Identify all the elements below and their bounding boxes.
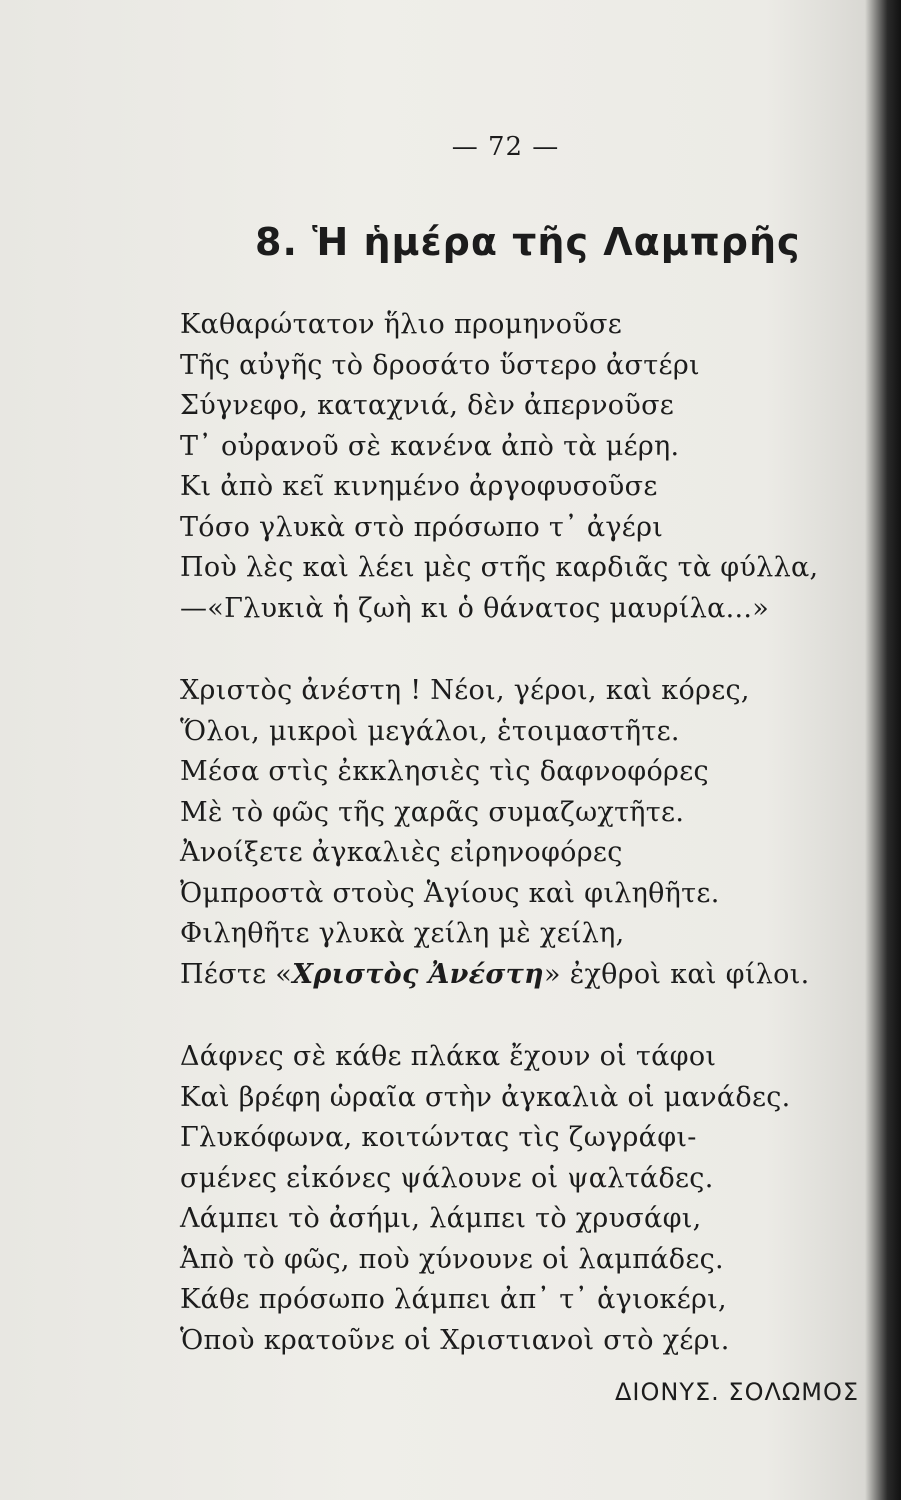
stanza-1 — [180, 305, 840, 629]
poem-line: Τόσο γλυκὰ στὸ πρόσωπο τ᾿ ἀγέρι — [180, 511, 664, 543]
poem-line-end: » ἐχθροὶ καὶ φίλοι. — [544, 958, 810, 990]
poem-line: Κάθε πρόσωπο λάμπει ἀπ᾿ τ᾿ ἁγιοκέρι, — [180, 1284, 727, 1315]
author-signature: ΔΙΟΝΥΣ. ΣΟΛΩΜΟΣ — [615, 1378, 859, 1406]
poem-title: 8. Ἡ ἡμέρα τῆς Λαμπρῆς — [255, 220, 801, 264]
poem-line: Κι ἀπὸ κεῖ κινημένο ἀργοφυσοῦσε — [180, 471, 658, 502]
poem-line: Δάφνες σὲ κάθε πλάκα ἔχουν οἱ τάφοι — [180, 1041, 717, 1072]
poem-line: Καὶ βρέφη ὡραῖα στὴν ἀγκαλιὰ οἱ μανάδες. — [180, 1081, 791, 1113]
poem-line: —«Γλυκιὰ ἡ ζωὴ κι ὁ θάνατος μαυρίλα...» — [180, 592, 770, 624]
poem-line-with-emphasis — [180, 955, 840, 996]
poem-line: Τῆς αὐγῆς τὸ δροσάτο ὕστερο ἀστέρι — [180, 349, 700, 381]
poem-line: Μὲ τὸ φῶς τῆς χαρᾶς συμαζωχτῆτε. — [180, 796, 685, 828]
poem-line: Τ᾿ οὐρανοῦ σὲ κανένα ἀπὸ τὰ μέρη. — [180, 430, 680, 462]
poem-line: Ἀνοίξετε ἀγκαλιὲς εἰρηνοφόρες — [180, 837, 623, 868]
poem-line: Γλυκόφωνα, κοιτώντας τὶς ζωγράφι- — [180, 1122, 697, 1153]
stanza-2 — [180, 671, 840, 995]
poem-line: Ὅλοι, μικροὶ μεγάλοι, ἑτοιμαστῆτε. — [180, 715, 680, 747]
poem-line: Φιληθῆτε γλυκὰ χείλη μὲ χείλη, — [180, 918, 625, 949]
emphasized-phrase: Χριστὸς Ἀνέστη — [292, 958, 544, 990]
poem-line: Καθαρώτατον ἥλιο προμηνοῦσε — [180, 309, 623, 340]
poem-line: Μέσα στὶς ἐκκλησιὲς τὶς δαφνοφόρες — [180, 756, 709, 787]
poem-line: Σύγνεφο, καταχνιά, δὲν ἀπερνοῦσε — [180, 390, 675, 421]
poem-line: Ὁποὺ κρατοῦνε οἱ Χριστιανοὶ στὸ χέρι. — [180, 1324, 730, 1356]
poem-line: Χριστὸς ἀνέστη ! Νέοι, γέροι, καὶ κόρες, — [180, 675, 750, 706]
poem-line: Λάμπει τὸ ἀσήμι, λάμπει τὸ χρυσάφι, — [180, 1203, 702, 1234]
poem-line: Ἀπὸ τὸ φῶς, ποὺ χύνουνε οἱ λαμπάδες. — [180, 1243, 724, 1275]
page-number: — 72 — — [451, 132, 560, 162]
stanza-3 — [180, 1037, 840, 1361]
poem-line: Ὀμπροστὰ στοὺς Ἁγίους καὶ φιληθῆτε. — [180, 877, 720, 909]
poem-line: σμένες εἰκόνες ψάλουνε οἱ ψαλτάδες. — [180, 1162, 714, 1194]
poem-body — [180, 305, 840, 1403]
poem-line: Ποὺ λὲς καὶ λέει μὲς στῆς καρδιᾶς τὰ φύλλα, — [180, 552, 819, 583]
poem-line-start: Πέστε « — [180, 958, 293, 990]
